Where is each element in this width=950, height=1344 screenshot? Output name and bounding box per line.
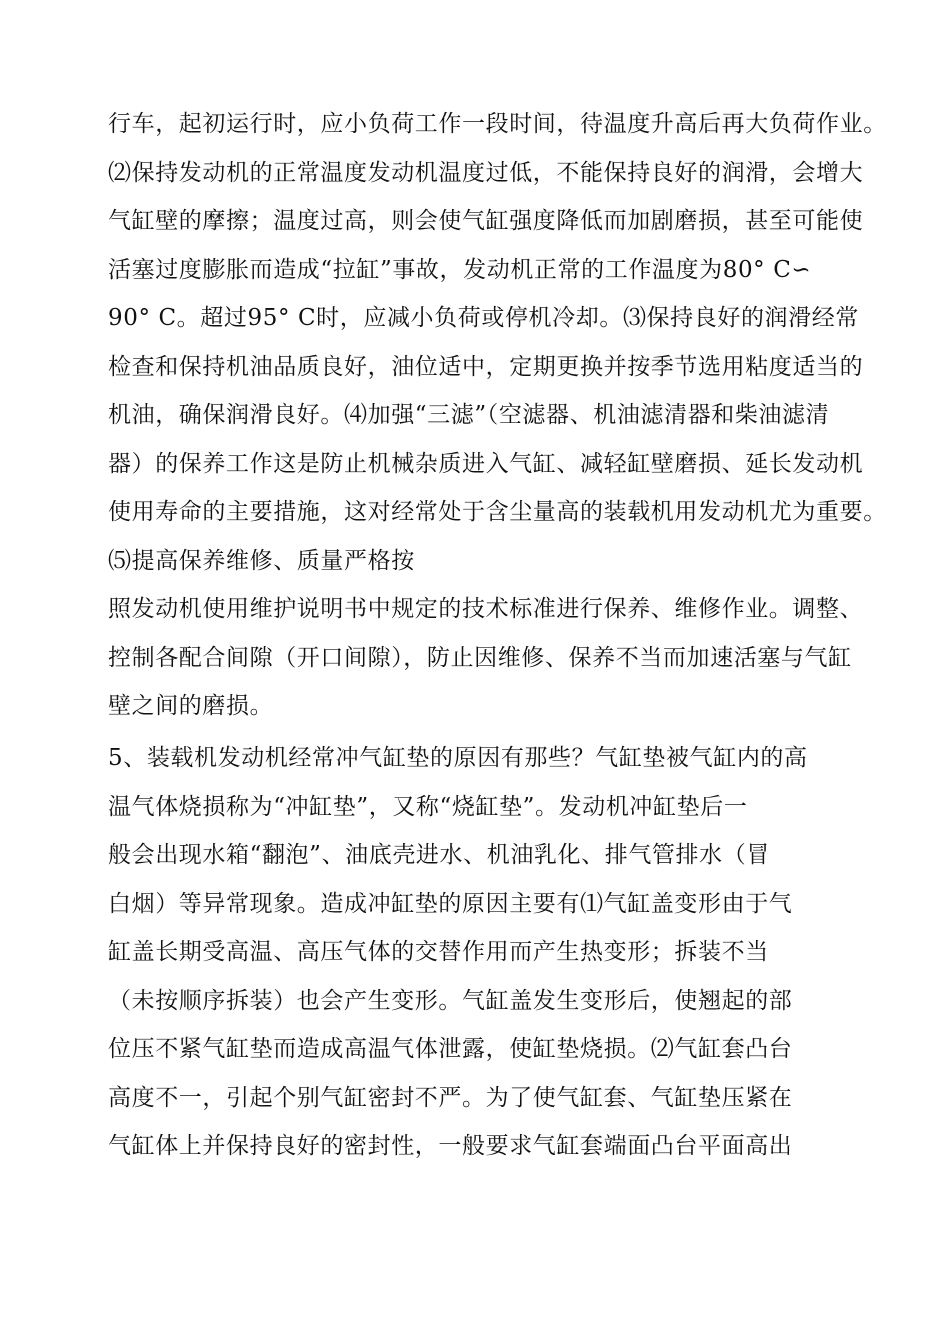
paragraph-head-gasket-causes (108, 734, 868, 1171)
paragraph-maintenance-measures (108, 100, 887, 731)
text-line: 90° C。超过95° C时，应减小负荷或停机冷却。⑶保持良好的润滑经常 (108, 305, 859, 331)
text-line: 控制各配合间隙（开口间隙），防止因维修、保养不当而加速活塞与气缸 (108, 644, 852, 671)
text-line: 5、装载机发动机经常冲气缸垫的原因有那些？气缸垫被气缸内的高 (108, 745, 808, 771)
text-line: 位压不紧气缸垫而造成高温气体泄露，使缸垫烧损。⑵气缸套凸台 (108, 1036, 793, 1062)
text-line: 气缸壁的摩擦；温度过高，则会使气缸强度降低而加剧磨损，甚至可能使 (108, 208, 864, 234)
text-line: 缸盖长期受高温、高压气体的交替作用而产生热变形；拆装不当 (108, 939, 769, 965)
text-line: 活塞过度膨胀而造成“拉缸”事故，发动机正常的工作温度为80° C∽ (108, 256, 812, 283)
text-line: 般会出现水箱“翻泡”、油底壳进水、机油乳化、排气管排水（冒 (108, 842, 770, 868)
text-line: 高度不一，引起个别气缸密封不严。为了使气缸套、气缸垫压紧在 (108, 1084, 793, 1111)
text-line: 行车，起初运行时，应小负荷工作一段时间，待温度升高后再大负荷作业。 (108, 111, 887, 137)
text-line: 白烟）等异常现象。造成冲缸垫的原因主要有⑴气缸盖变形由于气 (108, 890, 793, 917)
text-line: ⑸提高保养维修、质量严格按 (108, 547, 415, 574)
text-line: 器）的保养工作这是防止机械杂质进入气缸、减轻缸壁磨损、延长发动机 (108, 450, 864, 477)
text-line: 检查和保持机油品质良好，油位适中，定期更换并按季节选用粘度适当的 (108, 353, 864, 380)
text-line: ⑵保持发动机的正常温度发动机温度过低，不能保持良好的润滑，会增大 (108, 159, 864, 186)
text-line: 温气体烧损称为“冲缸垫”，又称“烧缸垫”。发动机冲缸垫后一 (108, 793, 748, 820)
text-line: 壁之间的磨损。 (108, 693, 274, 719)
text-line: （未按顺序拆装）也会产生变形。气缸盖发生变形后，使翘起的部 (108, 987, 793, 1014)
text-line: 机油，确保润滑良好。⑷加强“三滤”（空滤器、机油滤清器和柴油滤清 (108, 402, 830, 428)
text-line: 照发动机使用维护说明书中规定的技术标准进行保养、维修作业。调整、 (108, 596, 864, 622)
text-line: 气缸体上并保持良好的密封性，一般要求气缸套端面凸台平面高出 (108, 1133, 793, 1159)
text-line: 使用寿命的主要措施，这对经常处于含尘量高的装载机用发动机尤为重要。 (108, 499, 887, 525)
